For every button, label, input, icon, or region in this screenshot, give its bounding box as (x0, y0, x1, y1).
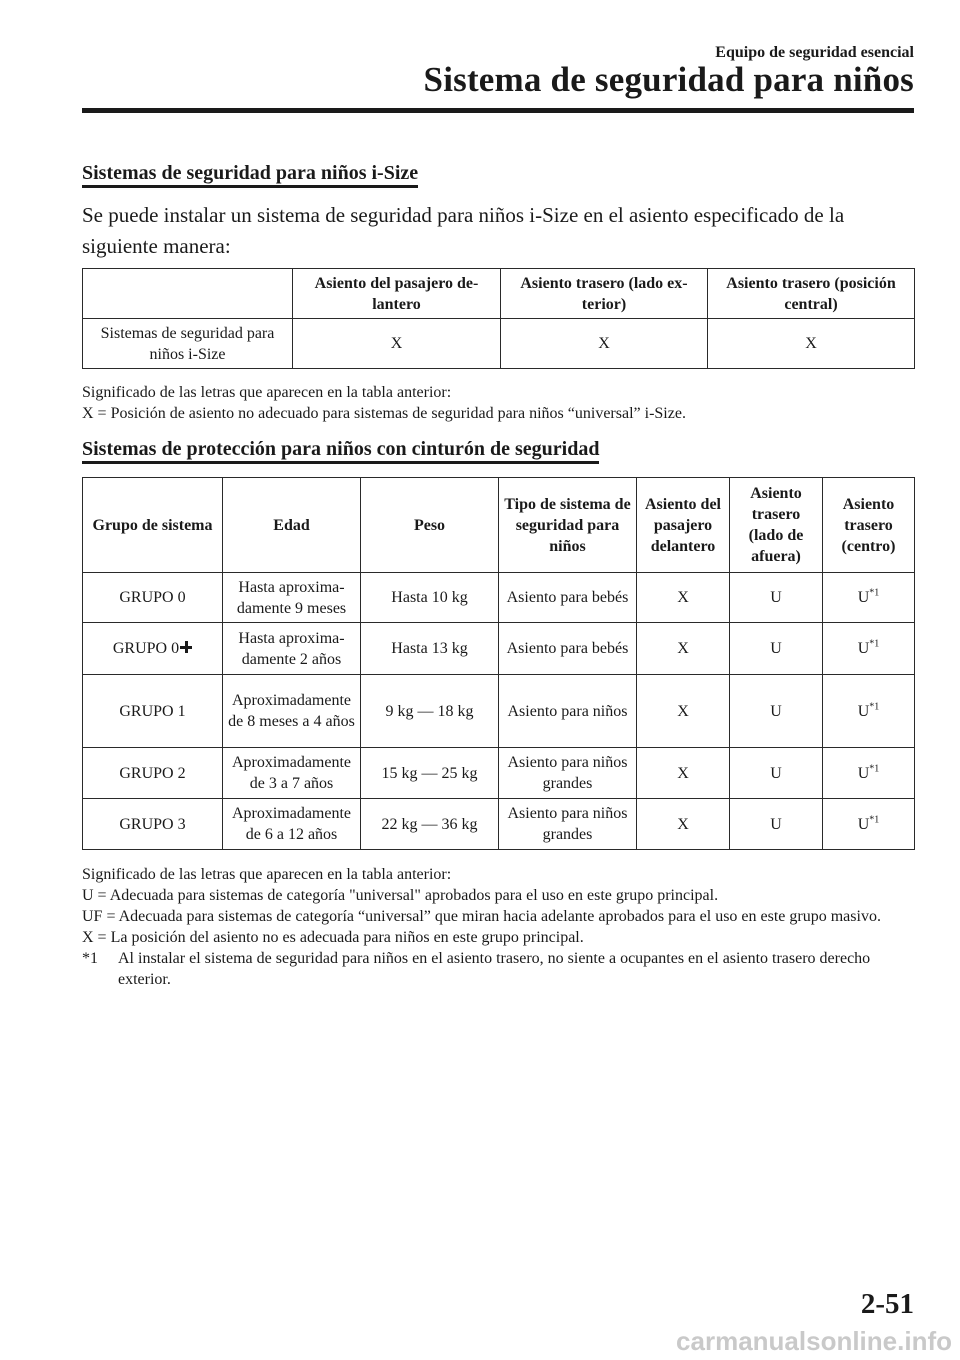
type-cell: Asiento para niños (499, 675, 637, 748)
rear-center-cell (823, 573, 915, 623)
table-row (83, 675, 915, 748)
type-cell: Asiento para bebés (499, 573, 637, 623)
table-cell: Sistemas de seguridad para niños i-Size (83, 319, 293, 369)
note-line: X = La posición del asiento no es adecuada para niños en este grupo principal. (82, 929, 584, 946)
table-cell: X (501, 319, 708, 369)
rear-center-value: U (857, 589, 870, 606)
footnote-ref: *1 (869, 638, 880, 650)
table-cell: X (708, 319, 915, 369)
footnote-ref: *1 (869, 763, 880, 775)
watermark: carmanualsonline.info (676, 1326, 952, 1356)
note-line: Significado de las letras que aparecen en la tabla anterior: (82, 866, 452, 883)
table-row (83, 623, 915, 675)
footnote-mark: *1 (82, 950, 98, 967)
header-cell: Asiento del pasajero delantero (293, 269, 501, 319)
footnote-ref: *1 (869, 701, 880, 713)
age-cell: Aproximadamente de 6 a 12 años (223, 799, 361, 850)
table-row (83, 799, 915, 850)
isize-table (82, 268, 915, 369)
rear-center-value: U (857, 764, 870, 782)
type-cell: Asiento para niños grandes (499, 799, 637, 850)
rear-outer-cell: U (730, 799, 823, 850)
belt-table (82, 477, 915, 850)
note-line: U = Adecuada para sistemas de categoría "universal" aprobados para el uso en este grupo principal. (82, 887, 719, 904)
weight-cell: Hasta 13 kg (361, 623, 499, 675)
note-line: X = Posición de asiento no adecuado para sistemas de seguridad para niños “universal” i-Size. (82, 405, 686, 422)
front-cell: X (637, 799, 730, 850)
header-cell: Asiento trasero (lado de afuera) (730, 478, 823, 573)
header-cell: Asiento trasero (posición central) (708, 269, 915, 319)
footnote-ref: *1 (869, 814, 880, 826)
page-title: Sistema de seguridad para niños (423, 60, 914, 99)
header-rule (82, 108, 914, 113)
weight-cell: 9 kg ― 18 kg (361, 675, 499, 748)
age-cell: Aproximadamente de 3 a 7 años (223, 748, 361, 799)
footnote-text: Al instalar el sistema de seguridad para niños en el asiento trasero, no siente a ocupantes en el asiento trasero derecho exterior. (118, 950, 871, 988)
rear-outer-cell: U (730, 675, 823, 748)
belt-notes (82, 864, 922, 990)
rear-center-cell (823, 623, 915, 675)
isize-notes (82, 382, 922, 424)
rear-center-value: U (857, 702, 870, 720)
group-cell: GRUPO 1 (83, 675, 223, 748)
note-line: UF = Adecuada para sistemas de categoría “universal” que miran hacia adelante aprobados para el uso en este grupo masivo. (82, 908, 881, 925)
age-cell: Hasta aproximadamente 9 meses (223, 573, 361, 623)
age-cell: Aproximadamente de 8 meses a 4 años (223, 675, 361, 748)
page-number: 2-51 (860, 1288, 914, 1320)
type-cell: Asiento para niños grandes (499, 748, 637, 799)
group-cell: GRUPO 3 (83, 799, 223, 850)
weight-cell: Hasta 10 kg (361, 573, 499, 623)
rear-outer-cell: U (730, 623, 823, 675)
plus-icon (180, 641, 192, 653)
table-cell: X (293, 319, 501, 369)
group-cell: GRUPO 2 (83, 748, 223, 799)
front-cell: X (637, 748, 730, 799)
header-cell: Asiento trasero (centro) (823, 478, 915, 573)
header-cell: Peso (361, 478, 499, 573)
table-row (83, 573, 915, 623)
front-cell: X (637, 573, 730, 623)
table-header-row (83, 478, 915, 573)
header-cell: Tipo de sistema de seguridad para niños (499, 478, 637, 573)
table-header-row (83, 269, 915, 319)
rear-center-cell (823, 675, 915, 748)
rear-center-cell (823, 748, 915, 799)
group-label: GRUPO 0 (112, 640, 180, 657)
weight-cell: 15 kg ― 25 kg (361, 748, 499, 799)
front-cell: X (637, 675, 730, 748)
header-cell: Edad (223, 478, 361, 573)
table-row (83, 319, 915, 369)
note-line: Significado de las letras que aparecen en la tabla anterior: (82, 384, 452, 401)
weight-cell: 22 kg ― 36 kg (361, 799, 499, 850)
table-row (83, 748, 915, 799)
group-cell: GRUPO 0 (83, 573, 223, 623)
footnote (82, 948, 922, 990)
section-title-belt: Sistemas de protección para niños con cinturón de seguridad (82, 438, 599, 464)
header-cell: Asiento trasero (lado exterior) (501, 269, 708, 319)
group-cell (83, 623, 223, 675)
rear-center-value: U (857, 640, 870, 657)
type-cell: Asiento para bebés (499, 623, 637, 675)
rear-center-value: U (857, 815, 870, 833)
age-cell: Hasta aproximadamente 2 años (223, 623, 361, 675)
chapter-label: Equipo de seguridad esencial (715, 44, 914, 61)
rear-outer-cell: U (730, 748, 823, 799)
section-title-isize: Sistemas de seguridad para niños i-Size (82, 162, 418, 188)
header-cell: Asiento del pasajero delantero (637, 478, 730, 573)
header-cell (83, 269, 293, 319)
footnote-ref: *1 (869, 587, 880, 599)
rear-center-cell (823, 799, 915, 850)
header-cell: Grupo de sistema (83, 478, 223, 573)
intro-paragraph: Se puede instalar un sistema de seguridad para niños i-Size en el asiento especificado de la siguiente manera: (82, 203, 845, 258)
rear-outer-cell: U (730, 573, 823, 623)
front-cell: X (637, 623, 730, 675)
